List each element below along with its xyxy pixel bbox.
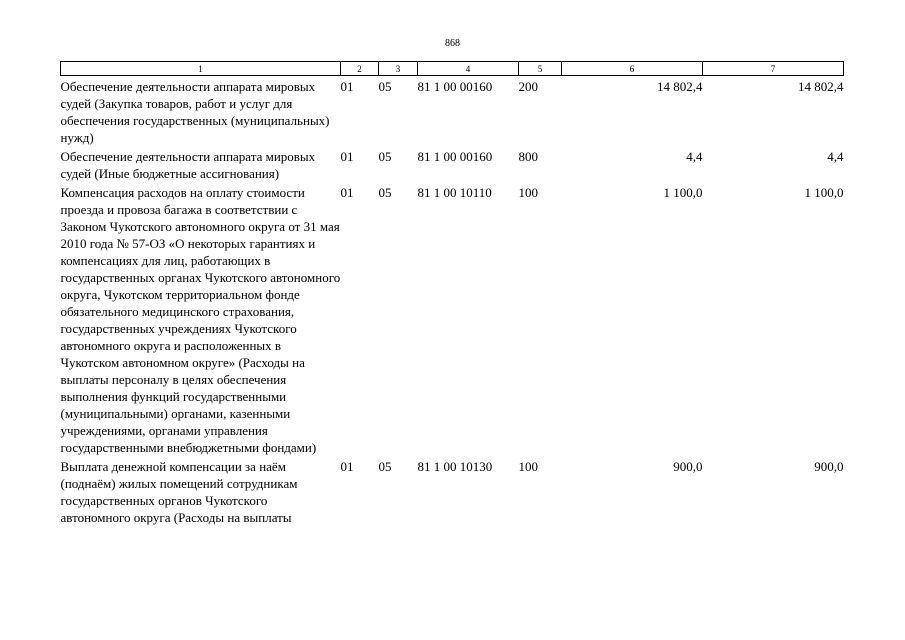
subsection-code: 05 xyxy=(378,185,392,200)
expense-name: Компенсация расходов на оплату стоимости проезда и провоза багажа в соответствии с Законом Чукотского автономного округа от 31 мая 2010 года № 57-ОЗ «О некоторых гарантиях и компенсациях для лиц, работающих в государственных органах Чукотского автономного округа, Чукотском территориальном фонде обязательного медицинского страхования, государственных учреждениях Чукотского автономного округа и расположенных в Чукотском автономном округе» (Расходы на выплаты персоналу в целях обеспечения выполнения функций государственными (муниципальными) органами, казенными учреждениями, органами управления государственными внебюджетными фондами) xyxy=(60,185,341,455)
amount-column-7: 14 802,4 xyxy=(798,79,844,94)
table-row xyxy=(61,182,844,456)
column-number: 5 xyxy=(519,62,562,76)
expense-name: Выплата денежной компенсации за наём (поднаём) жилых помещений сотрудникам государственных органов Чукотского автономного округа (Расходы на выплаты xyxy=(60,459,298,525)
amount-column-7: 900,0 xyxy=(814,459,844,474)
expense-type-code: 100 xyxy=(518,459,538,474)
expense-type-code: 200 xyxy=(518,79,538,94)
budget-table xyxy=(60,61,844,526)
table-row xyxy=(61,76,844,147)
subsection-code: 05 xyxy=(378,149,392,164)
amount-column-6: 1 100,0 xyxy=(663,185,703,200)
column-number: 6 xyxy=(562,62,703,76)
target-article-code: 81 1 00 10110 xyxy=(417,185,492,200)
subsection-code: 05 xyxy=(378,79,392,94)
amount-column-6: 900,0 xyxy=(673,459,703,474)
expense-type-code: 100 xyxy=(518,185,538,200)
table-row xyxy=(61,146,844,182)
column-number-row xyxy=(61,62,844,76)
section-code: 01 xyxy=(340,149,354,164)
section-code: 01 xyxy=(340,185,354,200)
column-number: 2 xyxy=(341,62,379,76)
column-number: 1 xyxy=(61,62,341,76)
amount-column-7: 4,4 xyxy=(827,149,844,164)
column-number: 7 xyxy=(703,62,844,76)
amount-column-6: 14 802,4 xyxy=(657,79,703,94)
target-article-code: 81 1 00 10130 xyxy=(417,459,493,474)
expense-type-code: 800 xyxy=(518,149,538,164)
section-code: 01 xyxy=(340,459,354,474)
amount-column-7: 1 100,0 xyxy=(804,185,844,200)
column-number: 3 xyxy=(379,62,418,76)
expense-name: Обеспечение деятельности аппарата мировых судей (Закупка товаров, работ и услуг для обеспечения государственных (муниципальных) нужд) xyxy=(60,79,330,145)
amount-column-6: 4,4 xyxy=(686,149,703,164)
target-article-code: 81 1 00 00160 xyxy=(417,79,493,94)
section-code: 01 xyxy=(340,79,354,94)
column-number: 4 xyxy=(418,62,519,76)
expense-name: Обеспечение деятельности аппарата мировых судей (Иные бюджетные ассигнования) xyxy=(60,149,316,181)
page-number: 868 xyxy=(445,38,460,49)
target-article-code: 81 1 00 00160 xyxy=(417,149,493,164)
subsection-code: 05 xyxy=(378,459,392,474)
table-row xyxy=(61,456,844,526)
